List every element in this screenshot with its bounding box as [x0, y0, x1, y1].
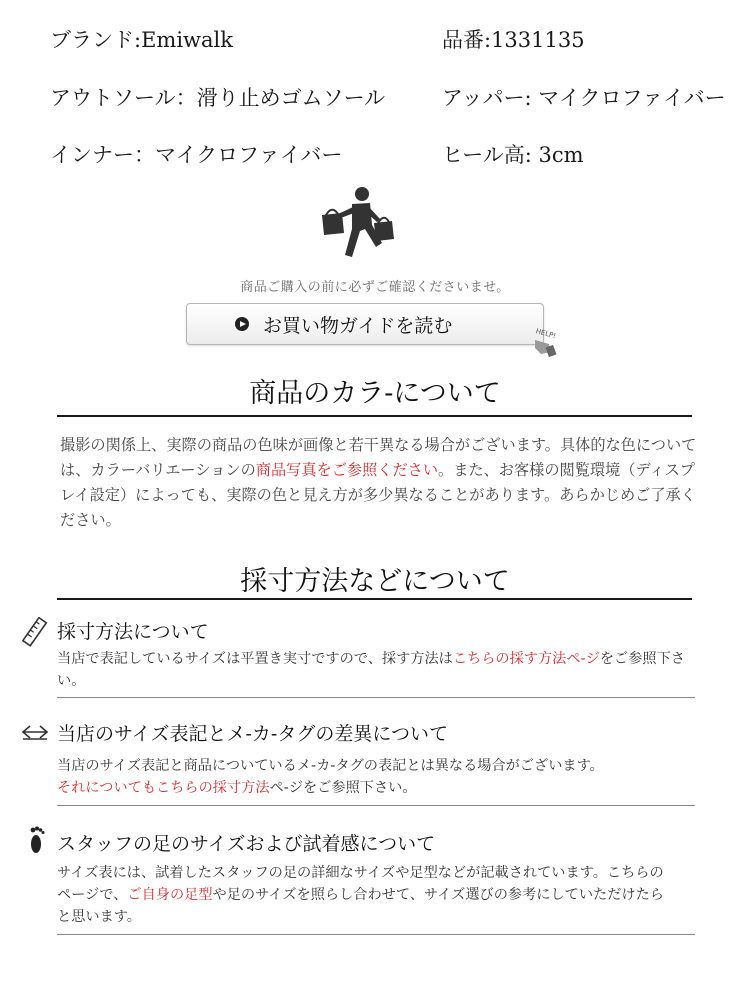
footprints-icon [24, 824, 50, 856]
help-text: HELP! [534, 327, 557, 341]
staff-fitting-title: スタッフの足のサイズおよび試着感について [57, 833, 436, 855]
measure-method-text: 当店で表記しているサイズは平置き実寸ですので、採す方法はこちらの採す方法ペ-ジをご参照下さい。 [57, 651, 685, 689]
spec-outsole: アウトソール：滑り止めゴムソール [50, 86, 386, 110]
help-hand-icon [527, 322, 567, 362]
spec-item-number: 品番:1331135 [442, 28, 585, 52]
play-icon [235, 317, 249, 331]
size-tag-difference-title: 当店のサイズ表記とメ-カ-タグの差異について [57, 723, 448, 745]
spec-heel-height: ヒール高: 3cm [442, 143, 584, 167]
shopping-guide-button[interactable] [186, 303, 544, 345]
measure-section-title: 採寸方法などについて [240, 566, 510, 597]
divider [57, 805, 695, 806]
size-tag-difference-text: 当店のサイズ表記と商品についているメ-カ-タグの表記とは異なる場合がございます。 それについてもこちらの採寸方法ペ-ジをご参照下さい。 [57, 758, 604, 796]
shopping-person-icon [312, 185, 398, 263]
ruler-icon [22, 617, 48, 647]
spec-brand: ブランド:Emiwalk [50, 28, 233, 52]
color-section-title: 商品のカラ-について [249, 378, 501, 409]
measure-method-link[interactable]: こちらの採す方法ペ-ジ [452, 651, 600, 667]
own-foot-shape-link[interactable]: ご自身の足型 [127, 887, 213, 903]
purchase-notice: 商品ご購入の前に必ずご確認くださいませ。 [240, 280, 510, 295]
color-section-rule [57, 415, 692, 417]
color-section-text: 撮影の関係上、実際の商品の色味が画像と若干異なる場合がございます。具体的な色については、カラーバリエーションの商品写真をご参照ください。また、お客様の閲覧環境（ディスプレイ設定）によっても、実際の色と見え方が多少異なることがあります。あらかじめご了承ください。 [60, 436, 697, 529]
divider [57, 934, 695, 935]
product-photo-link[interactable]: 商品写真をご参照ください [255, 461, 439, 479]
spec-inner: インナー：マイクロファイバー [50, 143, 343, 167]
measure-method-title: 採寸方法について [57, 621, 209, 643]
staff-fitting-text: サイズ表には、試着したスタッフの足の詳細なサイズや足型などが記載されています。こちらのページで、ご自身の足型や足のサイズを照らし合わせて、サイズ選びの参考にしていただけたらと思います。 [57, 865, 664, 925]
shopping-guide-label: お買い物ガイドを読む [263, 314, 453, 337]
measure-section-rule [57, 598, 692, 600]
size-tag-difference-link[interactable]: それについてもこちらの採寸方法 [57, 780, 270, 796]
scale-icon [20, 723, 50, 741]
spec-upper: アッパー: マイクロファイバー [442, 86, 726, 110]
divider [57, 697, 695, 698]
